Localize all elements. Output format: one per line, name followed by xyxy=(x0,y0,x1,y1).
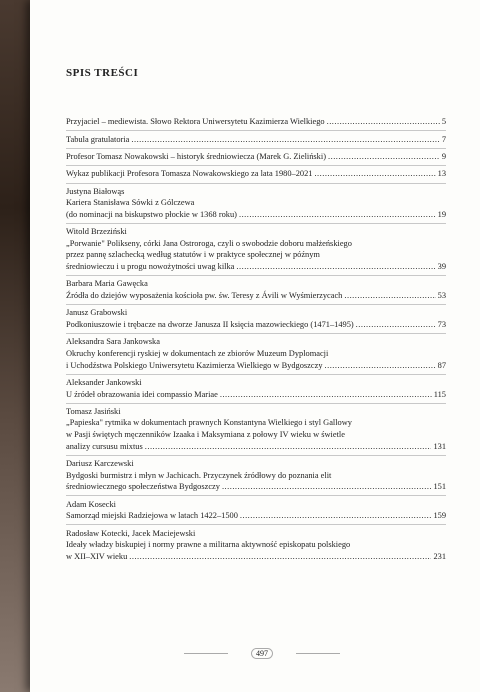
dot-leader xyxy=(239,209,436,221)
toc-entry-author: Adam Kosecki xyxy=(66,499,117,509)
dot-leader xyxy=(356,319,436,331)
toc-entry-page: 131 xyxy=(433,441,446,451)
toc-entry-title-line: przez pannę szlachecką według statutów i w praktyce społecznej w późnym xyxy=(66,250,320,260)
toc-entry-title: Wykaz publikacji Profesora Tomasza Nowakowskiego za lata 1980–2021 xyxy=(66,169,313,179)
toc-entry-page: 151 xyxy=(433,482,446,492)
page-number xyxy=(230,648,294,659)
toc-entry-title: Źródła do dziejów wyposażenia kościoła pw. św. Teresy z Ávili w Wyśmierzycach xyxy=(66,291,343,300)
dot-leader xyxy=(314,168,435,180)
toc-entry-author: Radosław Kotecki, Jacek Maciejewski xyxy=(66,528,196,538)
toc-entry-title: w XII–XIV wieku xyxy=(66,551,128,561)
toc-entry-page: 39 xyxy=(437,262,446,272)
toc-entry-page: 73 xyxy=(437,319,446,329)
toc-entry[interactable] xyxy=(66,224,446,276)
toc-entry[interactable] xyxy=(66,131,446,148)
toc-entry-author: Aleksander Jankowski xyxy=(66,377,142,387)
toc-entry-page: 13 xyxy=(437,169,446,179)
toc-entry-author: Barbara Maria Gawęcka xyxy=(66,279,148,289)
document-page xyxy=(30,0,480,692)
page-number-label: 497 xyxy=(251,648,273,659)
toc-entry-page: 7 xyxy=(441,134,446,144)
toc-entry-title-line: Ideały władzy biskupiej i normy prawne a militarna aktywność episkopatu polskiego xyxy=(66,540,351,550)
toc-entry[interactable] xyxy=(66,456,446,497)
toc-entry-title-line: w Pasji świętych męczenników Izaaka i Maksymiana z połowy IV wieku w świetle xyxy=(66,430,345,440)
toc-entry-title: Podkoniuszowie i trębacze na dworze Janusza II księcia mazowieckiego (1471–1495) xyxy=(66,319,354,329)
toc-entry-title-line: Okruchy konferencji ryskiej w dokumentach ze zbiorów Muzeum Dyplomacji xyxy=(66,348,329,358)
toc-entry-title: Samorząd miejski Radziejowa w latach 1422–1500 xyxy=(66,511,238,521)
toc-entry-title: analizy cursusu mixtus xyxy=(66,441,143,451)
toc-entry-page: 5 xyxy=(441,117,446,127)
page-title: SPIS TREŚCI xyxy=(66,67,139,79)
toc-entry-page: 87 xyxy=(437,360,446,370)
toc-entry[interactable] xyxy=(66,404,446,456)
toc-entry[interactable] xyxy=(66,149,446,166)
dot-leader xyxy=(129,551,431,563)
toc-entry-title: średniowiecznego społeczeństwa Bydgoszczy xyxy=(66,482,220,492)
toc-entry-author: Aleksandra Sara Jankowska xyxy=(66,337,160,347)
toc-entry-page: 159 xyxy=(433,511,446,521)
toc-entry-page: 231 xyxy=(433,551,446,561)
toc-entry-title: i Uchodźstwa Polskiego Uniwersytetu Kazimierza Wielkiego w Bydgoszczy xyxy=(66,360,323,370)
toc-entry-title-line: „Papieska" rytmika w dokumentach prawnych Konstantyna Wielkiego i styl Gallowy xyxy=(66,418,352,428)
toc-entry-title-line: Kariera Stanisława Sówki z Gólczewa xyxy=(66,198,195,208)
toc-entry-title: (do nominacji na biskupstwo płockie w 1368 roku) xyxy=(66,209,237,219)
dot-leader xyxy=(220,389,432,401)
toc-entry[interactable] xyxy=(66,334,446,375)
toc-entry-page: 9 xyxy=(441,151,446,161)
toc-entry[interactable] xyxy=(66,305,446,334)
dot-leader xyxy=(236,261,435,273)
toc-entry[interactable] xyxy=(66,184,446,225)
toc-entry[interactable] xyxy=(66,166,446,183)
toc-entry-author: Dariusz Karczewski xyxy=(66,459,134,469)
dot-leader xyxy=(131,134,439,146)
toc-entry[interactable] xyxy=(66,496,446,525)
toc-entry-author: Justyna Białowąs xyxy=(66,186,125,196)
toc-entry[interactable] xyxy=(66,525,446,565)
toc-entry-page: 53 xyxy=(437,291,446,300)
toc-entry[interactable] xyxy=(66,276,446,305)
toc-entry-title: Profesor Tomasz Nowakowski – historyk średniowiecza (Marek G. Zieliński) xyxy=(66,151,326,161)
dot-leader xyxy=(344,290,435,302)
toc-entry-title: średniowieczu i u progu nowożytności uwag kilka xyxy=(66,262,235,272)
toc-entry-title: U źródeł obrazowania idei compassio Mariae xyxy=(66,389,218,399)
toc-entry-author: Witold Brzeziński xyxy=(66,227,127,237)
dot-leader xyxy=(240,510,432,522)
toc-entry-author: Janusz Grabowski xyxy=(66,308,128,318)
dot-leader xyxy=(325,360,436,372)
toc-entry-title: Tabula gratulatoria xyxy=(66,134,130,144)
toc-entry-page: 115 xyxy=(433,389,446,399)
dot-leader xyxy=(328,151,440,163)
table-of-contents xyxy=(66,114,446,565)
dot-leader xyxy=(222,481,431,493)
toc-entry-title: Przyjaciel – mediewista. Słowo Rektora Uniwersytetu Kazimierza Wielkiego xyxy=(66,117,325,127)
toc-entry[interactable] xyxy=(66,375,446,404)
toc-entry[interactable] xyxy=(66,114,446,131)
dot-leader xyxy=(145,441,432,453)
toc-entry-title-line: „Porwanie" Polikseny, córki Jana Ostroroga, czyli o swobodzie doboru małżeńskiego xyxy=(66,238,352,248)
toc-entry-title-line: Bydgoski burmistrz i młyn w Jachicach. Przyczynek źródłowy do poznania elit xyxy=(66,470,332,480)
toc-entry-page: 19 xyxy=(437,209,446,219)
dot-leader xyxy=(327,116,440,128)
toc-entry-author: Tomasz Jasiński xyxy=(66,406,121,416)
